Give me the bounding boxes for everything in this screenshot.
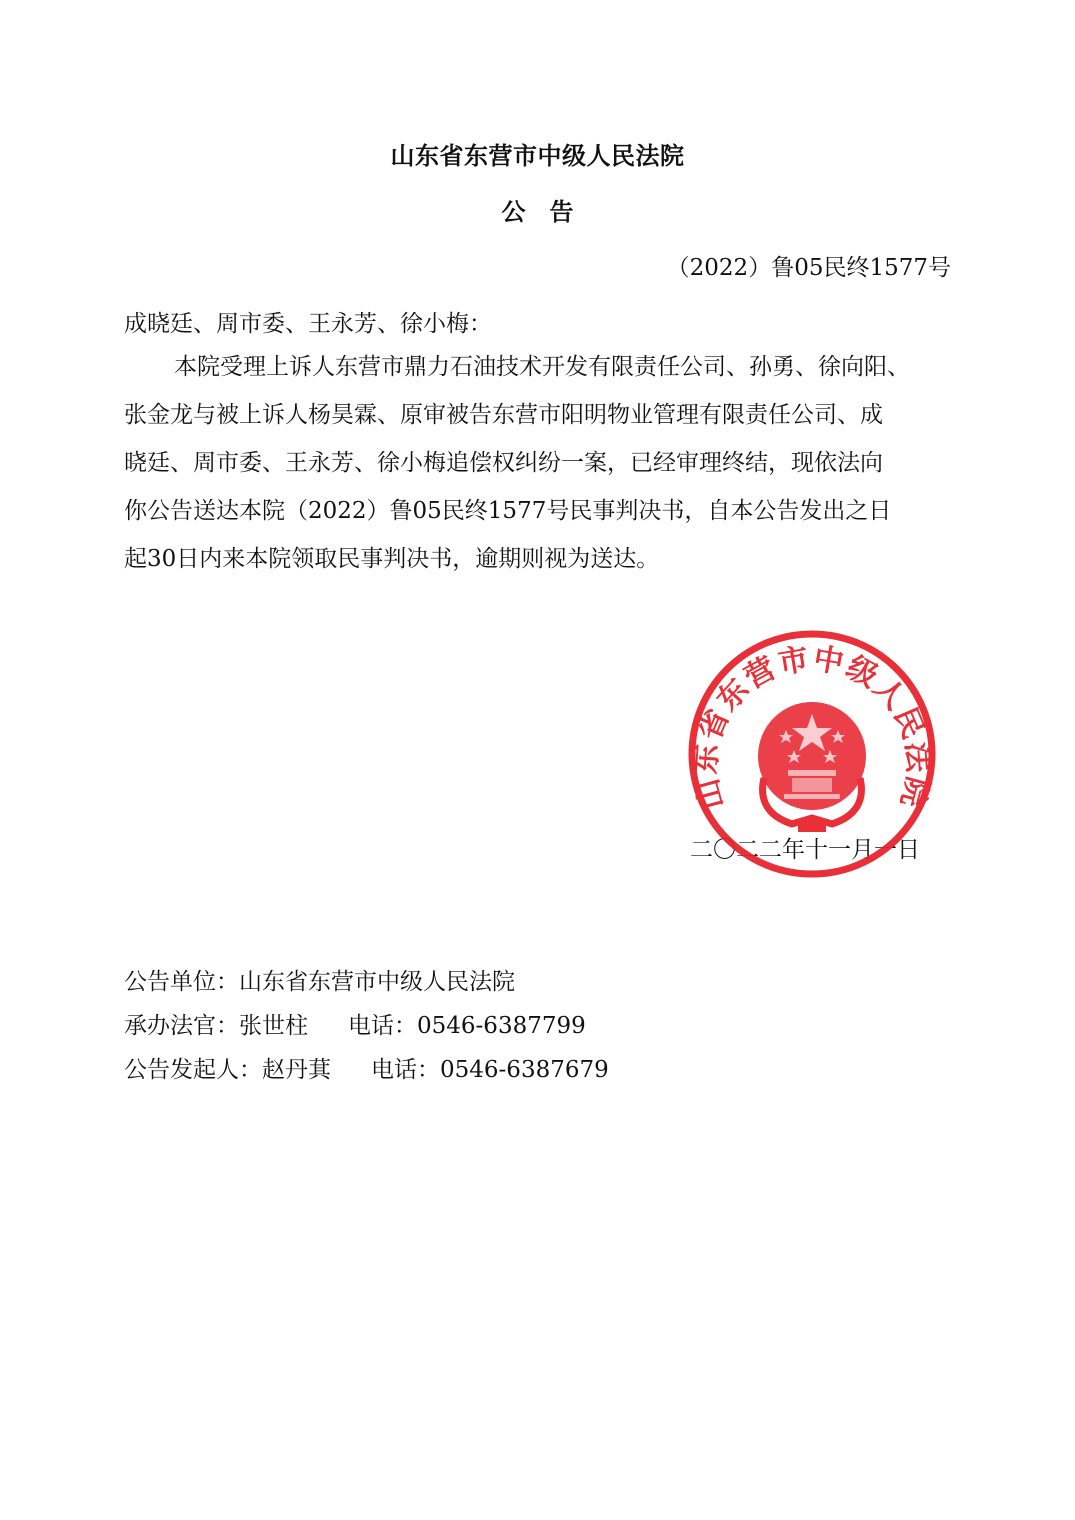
body-line: 张金龙与被上诉人杨昊霖、原审被告东营市阳明物业管理有限责任公司、成 [124,402,883,428]
issuer-row [124,960,609,1004]
judge-label: 承办法官： [124,1013,239,1039]
case-number: （2022）鲁05民终1577号 [666,255,951,281]
judge-name: 张世柱 [239,1013,308,1039]
document-type-title: 公告 [501,197,598,226]
body-line: 你公告送达本院（2022）鲁05民终1577号民事判决书，自本公告发出之日 [124,498,892,524]
issuer-label: 公告单位： [124,969,239,995]
initiator-row [124,1048,609,1092]
initiator-name: 赵丹萁 [262,1057,331,1083]
initiator-phone-label: 电话： [371,1057,440,1083]
national-emblem-icon [758,702,866,832]
judge-phone-label: 电话： [348,1013,417,1039]
addressee-line: 成晓廷、周市委、王永芳、徐小梅： [124,311,492,337]
judge-phone: 0546-6387799 [417,1013,586,1039]
body-line: 本院受理上诉人东营市鼎力石油技术开发有限责任公司、孙勇、徐向阳、 [174,354,910,380]
initiator-label: 公告发起人： [124,1057,262,1083]
notice-date: 二〇二二年十一月一日 [690,837,920,863]
court-title: 山东省东营市中级人民法院 [390,141,685,170]
body-line: 起30日内来本院领取民事判决书，逾期则视为送达。 [124,546,660,572]
judge-row [124,1004,609,1048]
body-line: 晓廷、周市委、王永芳、徐小梅追偿权纠纷一案，已经审理终结，现依法向 [124,450,883,476]
notice-body [124,343,952,583]
issuer-name: 山东省东营市中级人民法院 [239,969,515,995]
seal-ring-text: 山东省东营市中级人民法院 [688,641,936,814]
initiator-phone: 0546-6387679 [440,1057,609,1083]
notice-footer [124,960,609,1092]
